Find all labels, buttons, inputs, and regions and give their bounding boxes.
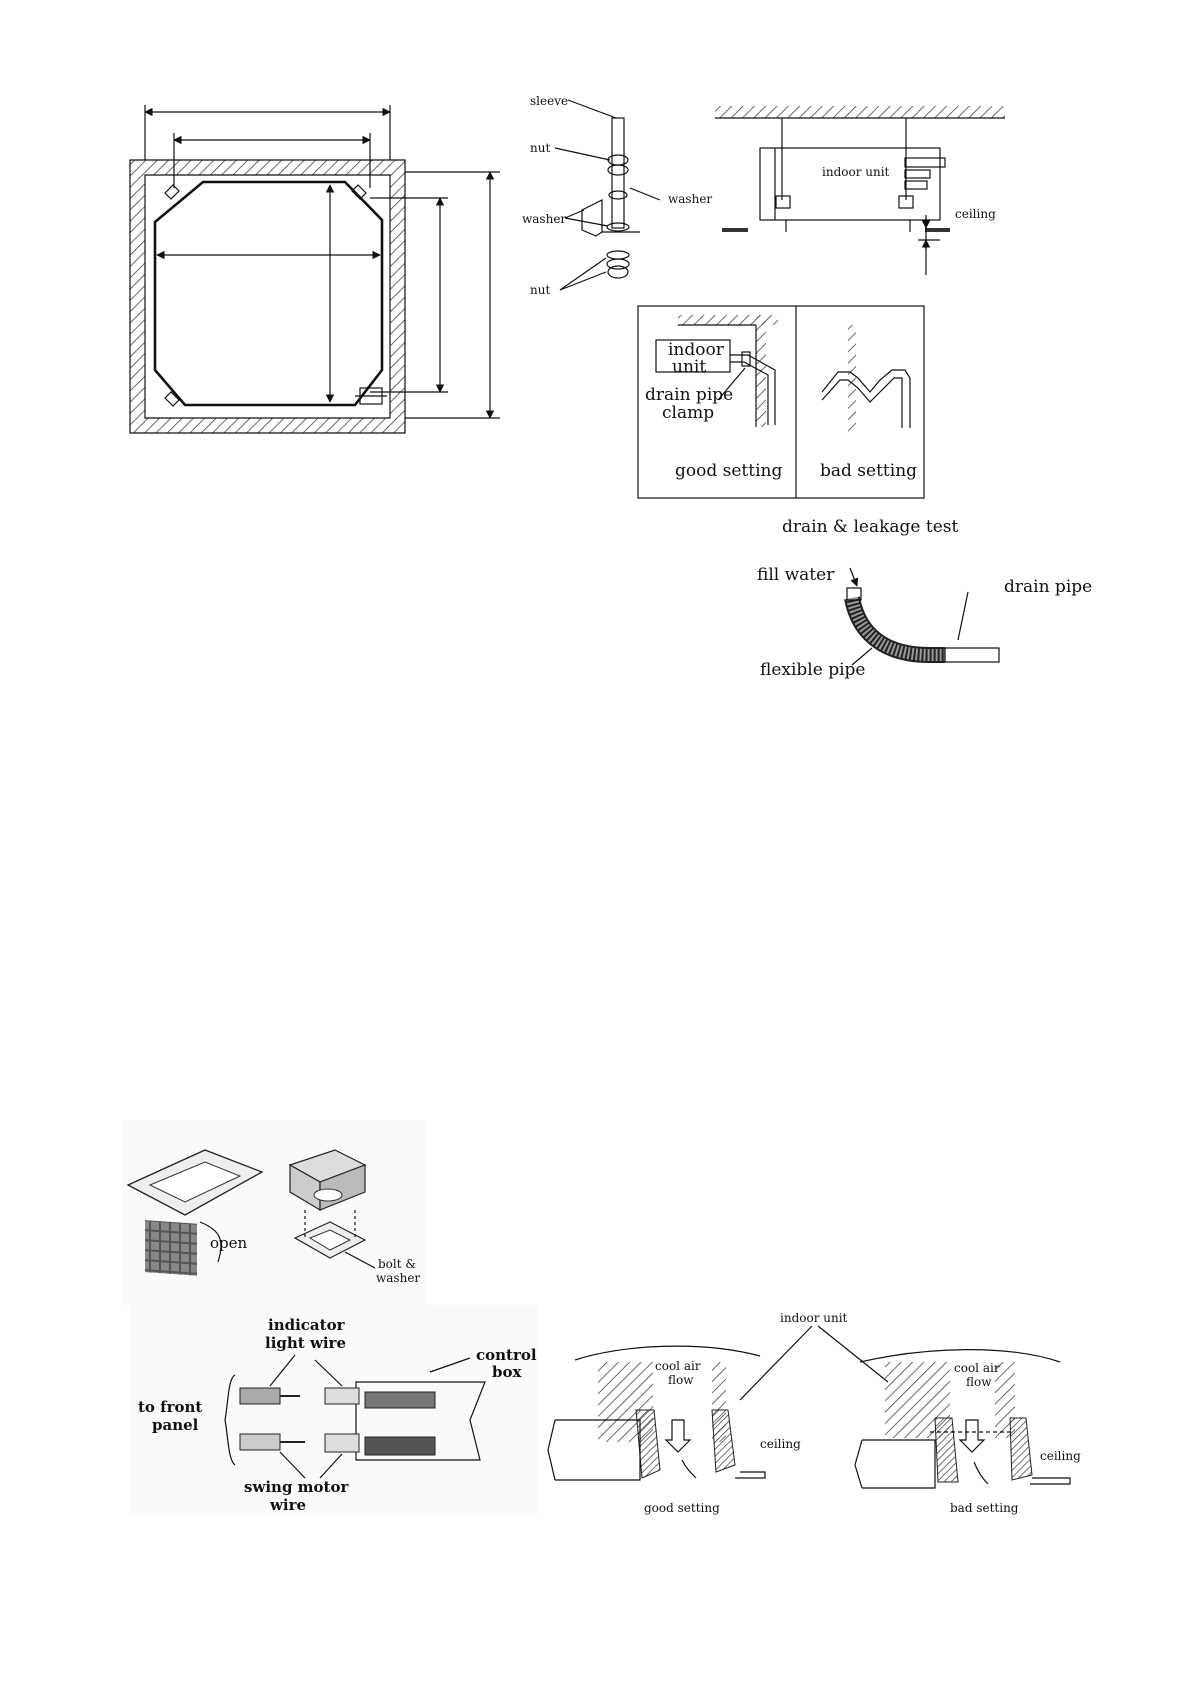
fill-water-label: fill water [757,565,835,585]
front-panel-label-2: panel [152,1416,199,1434]
good-setting-label: good setting [675,461,783,481]
airflow-good-setting [548,1346,801,1515]
bad-ceiling-label: ceiling [1040,1449,1081,1463]
pipe-indoor-label-2: unit [672,357,707,377]
nut-bottom-label: nut [530,283,551,297]
good-cool-air-label-2: flow [668,1373,694,1387]
bad-airflow-setting-label: bad setting [950,1501,1019,1515]
bad-cool-air-label-2: flow [966,1375,992,1389]
ceiling-opening-diagram [130,105,500,433]
good-airflow-setting-label: good setting [644,1501,720,1515]
airflow-setting-diagram [548,1311,1081,1515]
ceiling-label: ceiling [955,207,996,221]
bolt-washer-label-1: bolt & [378,1257,417,1271]
nut-top-label: nut [530,141,551,155]
good-ceiling-label: ceiling [760,1437,801,1451]
swing-motor-label-1: swing motor [244,1478,349,1496]
control-box-label-2: box [492,1363,522,1381]
indicator-wire-label-1: indicator [268,1316,345,1334]
indoor-unit-label: indoor unit [822,165,890,179]
bolt-washer-label-2: washer [376,1271,421,1285]
bad-setting-label: bad setting [820,461,918,481]
front-panel-label-1: to front [138,1398,203,1416]
flexible-pipe-label: flexible pipe [760,660,866,680]
airflow-bad-setting [855,1350,1081,1515]
sleeve-label: sleeve [530,94,569,108]
drain-test-title: drain & leakage test [782,517,959,537]
drain-pipe-label: drain pipe [1004,577,1093,597]
wiring-illustration [130,1305,538,1515]
drain-leakage-test-diagram [757,517,1092,680]
pipe-indoor-label-1: indoor [668,340,724,360]
hanger-bolt-diagram [522,94,712,297]
airflow-indoor-unit-label: indoor unit [780,1311,848,1325]
swing-motor-label-2: wire [270,1496,307,1514]
clamp-label-2: clamp [662,403,715,423]
control-box-label-1: control [476,1346,537,1364]
clamp-label-1: drain pipe [645,385,734,405]
washer-left-label: washer [522,212,567,226]
bad-cool-air-label-1: cool air [954,1361,1000,1375]
washer-right-label: washer [668,192,713,206]
good-cool-air-label-1: cool air [655,1359,701,1373]
pipe-setting-diagram [638,306,924,498]
side-view-diagram [715,106,1005,275]
indicator-wire-label-2: light wire [265,1334,346,1352]
open-label: open [210,1234,248,1252]
front-panel-illustration [122,1120,427,1305]
